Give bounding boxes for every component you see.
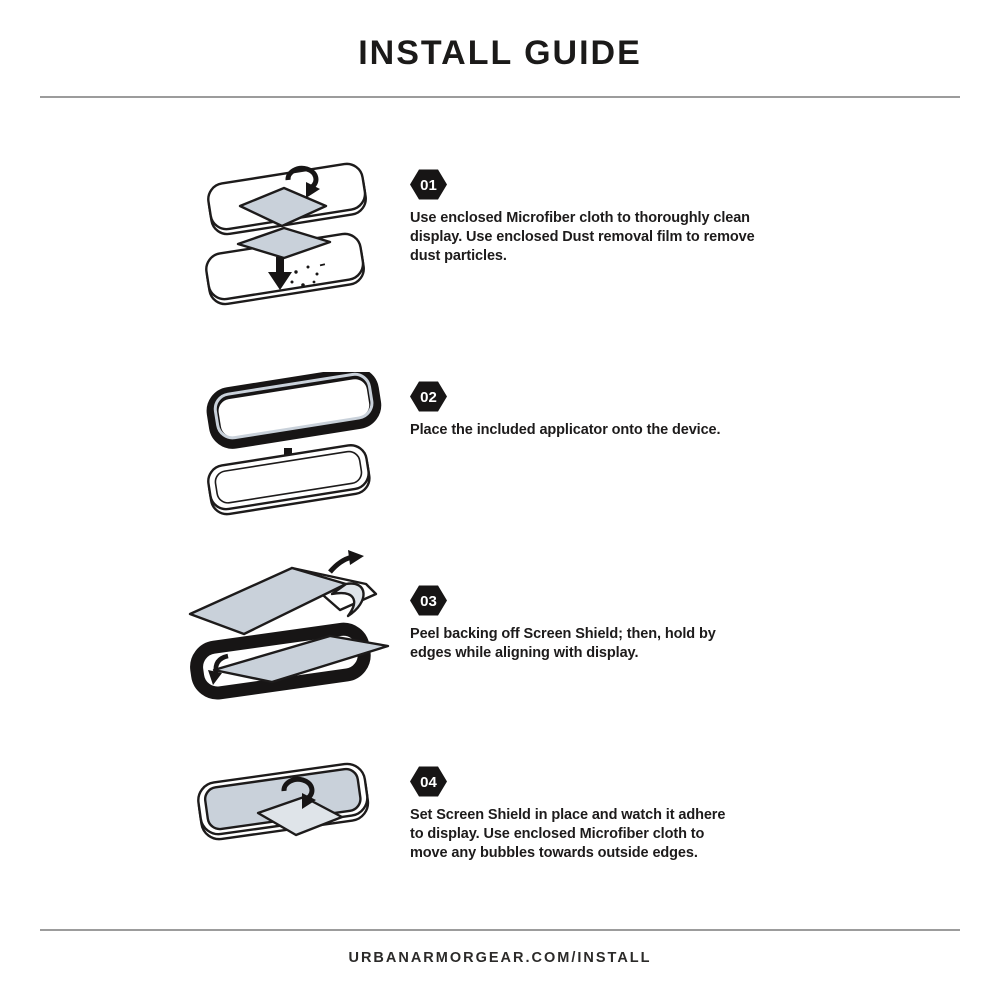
- peel-backing-icon: [180, 550, 415, 720]
- bottom-divider: [40, 929, 960, 931]
- shield-adhere-icon: [180, 755, 410, 870]
- screen-shield: [190, 568, 346, 634]
- peel-arrow-icon: [330, 550, 364, 572]
- step-number-badge: [410, 765, 447, 798]
- footer-url: URBANARMORGEAR.COM/INSTALL: [348, 950, 652, 966]
- svg-text:01: 01: [420, 177, 437, 194]
- set-shield-illustration: [180, 755, 410, 875]
- top-divider: [40, 96, 960, 98]
- page-title: INSTALL GUIDE: [358, 34, 642, 72]
- step-instructions: [410, 625, 840, 663]
- step-number-badge: [410, 584, 447, 617]
- clean-display-illustration: [180, 160, 410, 315]
- step-text-line: move any bubbles towards outside edges.: [410, 845, 698, 861]
- phone-outline: [196, 762, 370, 842]
- applicator-frame: [210, 372, 378, 445]
- step-number-badge: [410, 380, 447, 413]
- svg-text:04: 04: [420, 774, 437, 791]
- step-text-line: Place the included applicator onto the device.: [410, 422, 721, 438]
- step-2: [180, 372, 840, 525]
- step-instructions: [410, 806, 840, 863]
- svg-text:02: 02: [420, 389, 437, 406]
- step-text-line: dust particles.: [410, 248, 507, 264]
- svg-text:03: 03: [420, 593, 437, 610]
- step-text-line: display. Use enclosed Dust removal film to remove: [410, 229, 755, 245]
- place-applicator-illustration: [180, 372, 410, 525]
- phone-cleaning-icon: [180, 160, 410, 310]
- step-4: [180, 755, 840, 875]
- peel-backing-illustration: [180, 550, 410, 725]
- step-text-line: to display. Use enclosed Microfiber cloth to: [410, 826, 705, 842]
- step-text-line: edges while aligning with display.: [410, 645, 639, 661]
- step-text-line: Use enclosed Microfiber cloth to thoroughly clean: [410, 210, 750, 226]
- step-3: [180, 550, 840, 725]
- step-instructions: [410, 421, 840, 440]
- step-text-line: Set Screen Shield in place and watch it adhere: [410, 807, 726, 823]
- step-number-badge: [410, 168, 447, 201]
- step-1: [180, 160, 840, 315]
- step-instructions: [410, 209, 840, 266]
- applicator-placement-icon: [180, 372, 410, 520]
- phone-outline: [206, 443, 372, 516]
- step-text-line: Peel backing off Screen Shield; then, hold by: [410, 626, 716, 642]
